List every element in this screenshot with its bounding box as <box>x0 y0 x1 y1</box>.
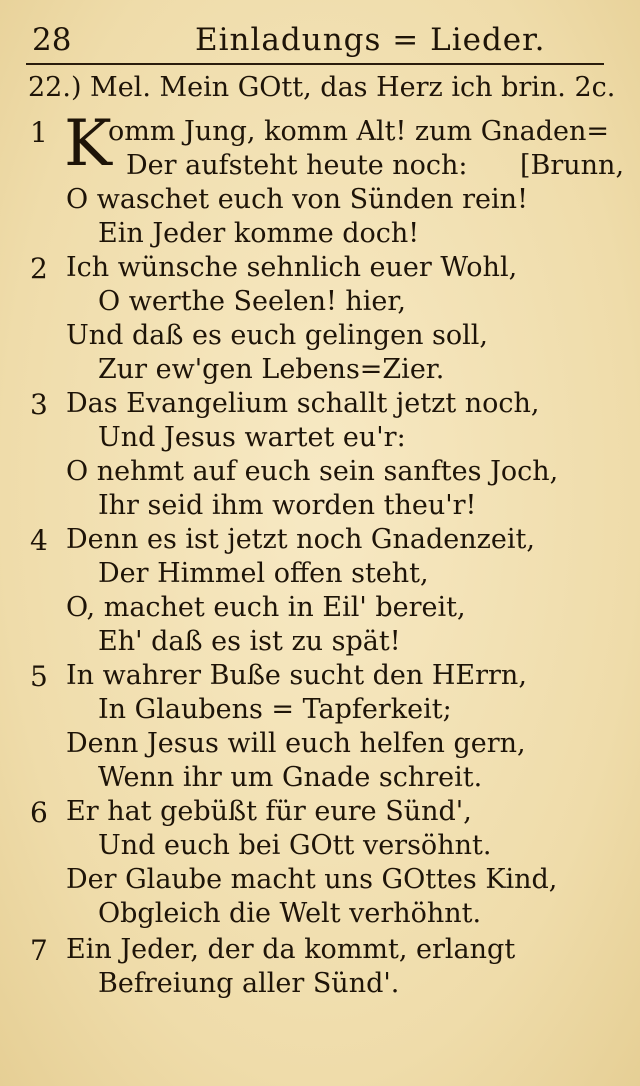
stanza-number: 1 <box>30 116 48 149</box>
verse-line: In wahrer Buße sucht den HErrn, <box>66 660 527 691</box>
stanza-number: 6 <box>30 796 48 829</box>
verse-line: Zur ew'gen Lebens=Zier. <box>98 354 445 385</box>
verse-line: Ihr seid ihm worden theu'r! <box>98 490 477 521</box>
verse-line: Der Glaube macht uns GOttes Kind, <box>66 864 558 895</box>
running-title: Einladungs = Lieder. <box>195 22 546 58</box>
verse-line: Ein Jeder, der da kommt, erlangt <box>66 934 516 965</box>
verse-line: In Glaubens = Tapferkeit; <box>98 694 452 725</box>
verse-line: Denn Jesus will euch helfen gern, <box>66 728 526 759</box>
verse-line: O, machet euch in Eil' bereit, <box>66 592 466 623</box>
verse-line: Eh' daß es ist zu spät! <box>98 626 401 657</box>
verse-line: Er hat gebüßt für eure Sünd', <box>66 796 472 827</box>
verse-line: Ich wünsche sehnlich euer Wohl, <box>66 252 518 283</box>
verse-line: Wenn ihr um Gnade schreit. <box>98 762 483 793</box>
stanza-number: 4 <box>30 524 48 557</box>
verse-line: Und daß es euch gelingen soll, <box>66 320 489 351</box>
verse-line: O nehmt auf euch sein sanftes Joch, <box>66 456 559 487</box>
verse-line: Das Evangelium schallt jetzt noch, <box>66 388 540 419</box>
page-number: 28 <box>32 22 72 58</box>
verse-line: Obgleich die Welt verhöhnt. <box>98 898 482 929</box>
stanza-number: 5 <box>30 660 48 693</box>
stanza-number: 7 <box>30 934 48 967</box>
page-header <box>30 18 610 64</box>
verse-line: Ein Jeder komme doch! <box>98 218 420 249</box>
verse-line: Befreiung aller Sünd'. <box>98 968 400 999</box>
verse-line: O waschet euch von Sünden rein! <box>66 184 528 215</box>
verse-line: Und Jesus wartet eu'r: <box>98 422 406 453</box>
verse-line: Der Himmel offen steht, <box>98 558 429 589</box>
verse-line: omm Jung, komm Alt! zum Gnaden= <box>108 116 610 147</box>
stanza-number: 2 <box>30 252 48 285</box>
header-rule <box>26 63 604 65</box>
verse-line: Und euch bei GOtt versöhnt. <box>98 830 492 861</box>
stanza-number: 3 <box>30 388 48 421</box>
verse-line: Der aufsteht heute noch: <box>126 150 468 181</box>
drop-cap: K <box>64 107 112 181</box>
turnover-text: [Brunn, <box>520 150 625 181</box>
hymn-heading: 22.) Mel. Mein GOtt, das Herz ich brin. 2c. <box>28 72 616 103</box>
verse-line: Denn es ist jetzt noch Gnadenzeit, <box>66 524 535 555</box>
verse-line: O werthe Seelen! hier, <box>98 286 406 317</box>
